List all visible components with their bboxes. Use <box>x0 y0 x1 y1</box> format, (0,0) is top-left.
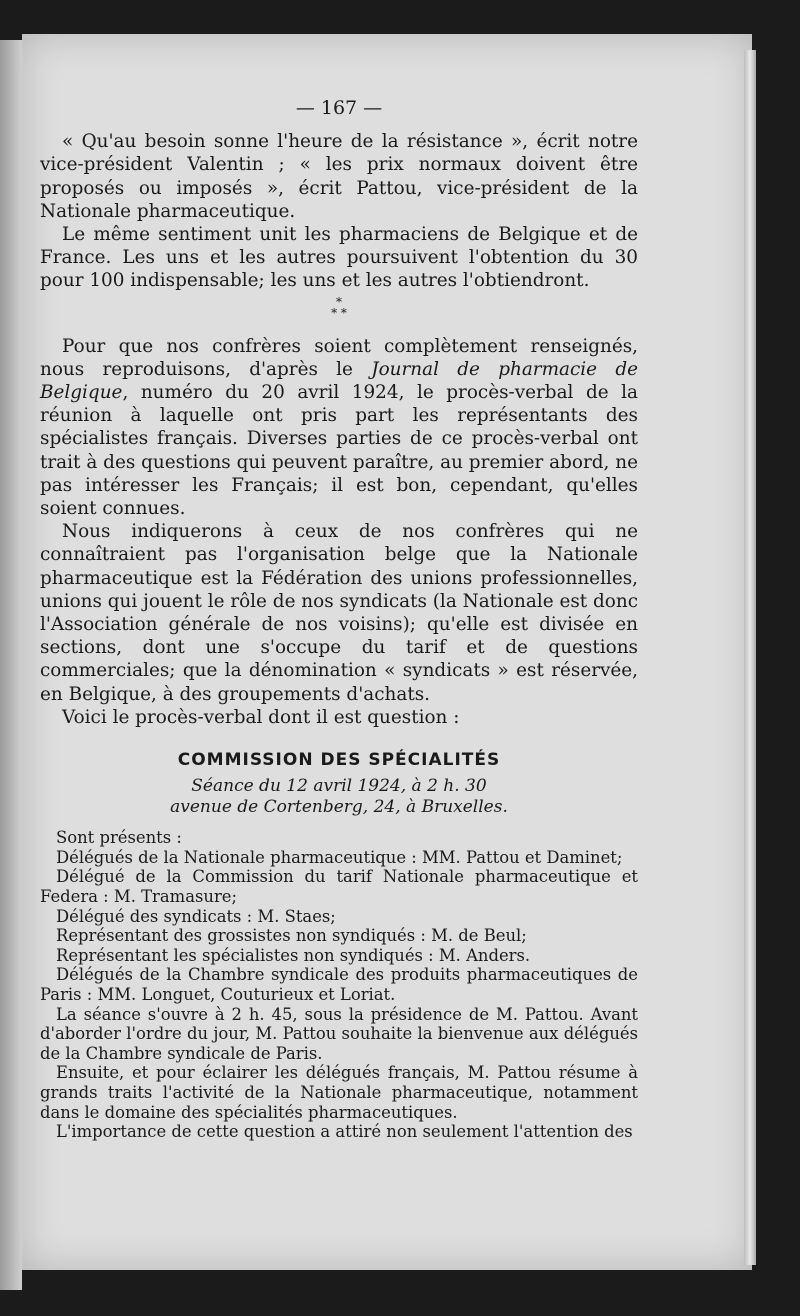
journal-text-after: , numéro du 20 avril 1924, le procès-verbal de la réunion à laquelle ont pris part les représentants des spécialistes français. Diverses parties de ce procès-verbal ont trait à des questions qui peuvent paraître, au premier abord, ne pas intéresser les Français; il est bon, cependant, qu'elles soient connues. <box>40 382 638 520</box>
minutes-line: Délégué de la Commission du tarif Nationale pharmaceutique et Federa : M. Tramasure; <box>40 867 638 907</box>
page-content <box>40 97 638 1142</box>
paragraph-resistance: « Qu'au besoin sonne l'heure de la résistance », écrit notre vice-président Valentin ; « les prix normaux doivent être proposés ou imposés », écrit Pattou, vice-président de la Nationale pharmaceutique. <box>40 131 638 222</box>
session-date: Séance du 12 avril 1924, à 2 h. 30 <box>191 776 487 797</box>
minutes-line: Ensuite, et pour éclairer les délégués français, M. Pattou résume à grands traits l'activité de la Nationale pharmaceutique, notamment dans le domaine des spécialités pharmaceutiques. <box>40 1063 638 1122</box>
page-stack-edge <box>744 50 756 1265</box>
minutes-line: Représentant les spécialistes non syndiqués : M. Anders. <box>56 945 531 965</box>
section-separator <box>40 294 638 329</box>
section-heading: COMMISSION DES SPÉCIALITÉS <box>177 750 501 771</box>
paragraph-organisation: Nous indiquerons à ceux de nos confrères qui ne connaîtraient pas l'organisation belge que la Nationale pharmaceutique est la Fédération des unions professionnelles, unions qui jouent le rôle de nos syndicats (la Nationale est donc l'Association générale de nos voisins); qu'elle est divisée en sections, dont une s'occupe du tarif et de questions commerciales; que la dénomination « syndicats » est réservée, en Belgique, à des groupements d'achats. <box>40 521 638 705</box>
journal-text-before: Pour que nos confrères soient complètement renseignés, nous reproduisons, d'après le <box>40 335 638 380</box>
minutes-line: La séance s'ouvre à 2 h. 45, sous la présidence de M. Pattou. Avant d'aborder l'ordre du jour, M. Pattou souhaite la bienvenue aux délégués de la Chambre syndicale de Paris. <box>40 1004 638 1063</box>
page-number: — 167 — <box>295 97 383 119</box>
minutes-line: Délégués de la Nationale pharmaceutique : MM. Pattou et Daminet; <box>56 847 623 867</box>
adjacent-page-edge <box>0 40 22 1290</box>
paragraph-sentiment: Le même sentiment unit les pharmaciens de Belgique et de France. Les uns et les autres poursuivent l'obtention du 30 pour 100 indispensable; les uns et les autres l'obtiendront. <box>40 224 638 292</box>
separator-top: * <box>336 294 342 309</box>
minutes-line: Représentant des grossistes non syndiqués : M. de Beul; <box>56 926 527 946</box>
minutes-line: L'importance de cette question a attiré non seulement l'attention des <box>56 1122 633 1142</box>
minutes-line: Délégués de la Chambre syndicale des produits pharmaceutiques de Paris : MM. Longuet, Couturieux et Loriat. <box>40 965 638 1005</box>
session-location: avenue de Cortenberg, 24, à Bruxelles. <box>170 797 508 818</box>
paragraph-intro-minutes: Voici le procès-verbal dont il est question : <box>62 706 460 728</box>
paragraph-journal <box>40 335 638 521</box>
minutes-body <box>40 828 638 1142</box>
minutes-line: Délégué des syndicats : M. Staes; <box>56 906 336 926</box>
minutes-line: Sont présents : <box>56 828 182 848</box>
journal-title: Journal de pharmacie de Belgique <box>40 358 638 404</box>
separator-bottom: * * <box>331 305 347 320</box>
